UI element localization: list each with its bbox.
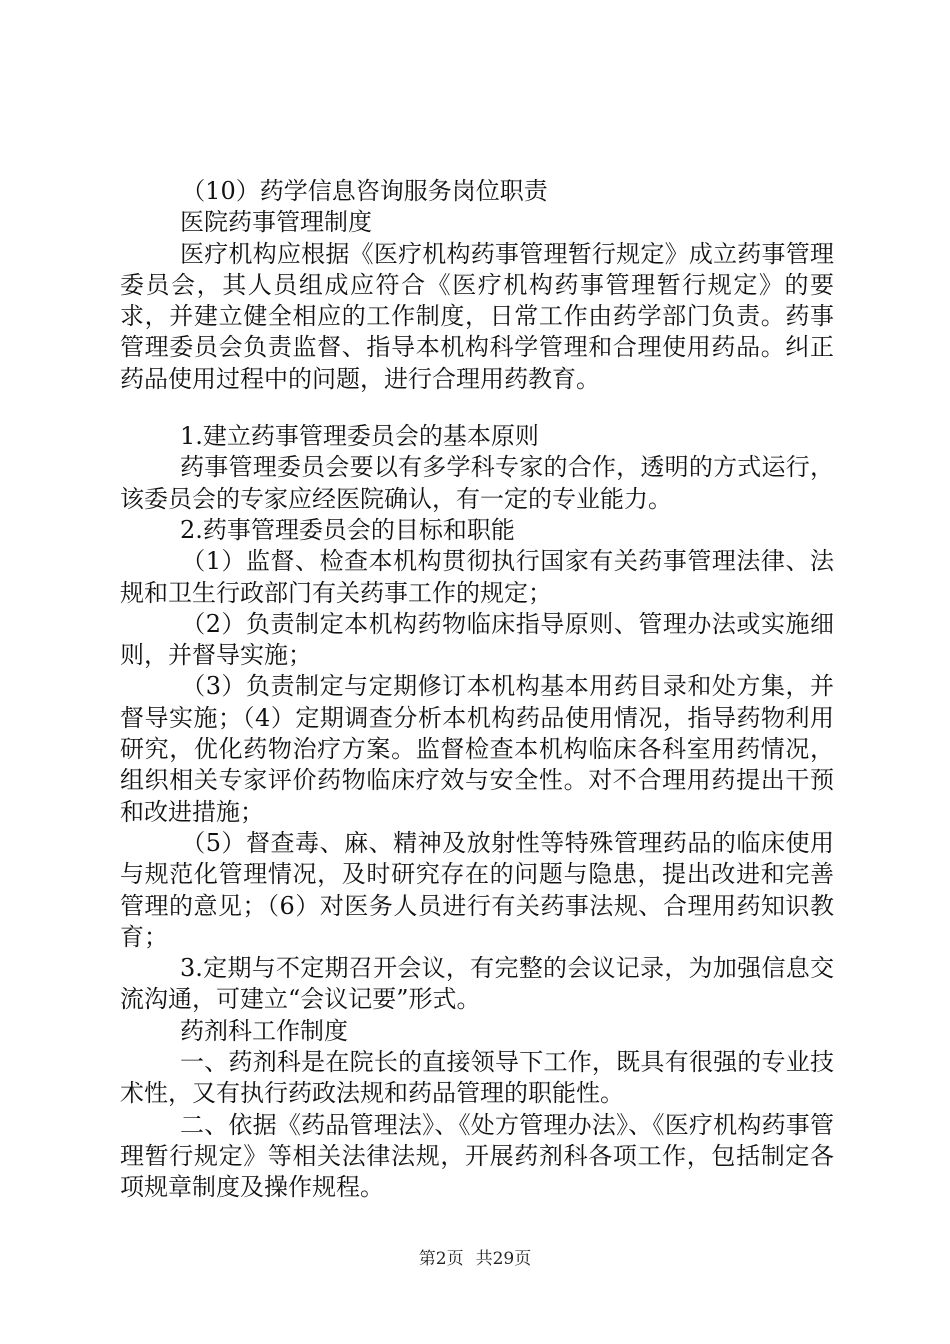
paragraph-heading-1: 1.建立药事管理委员会的基本原则 <box>180 422 539 451</box>
paragraph-heading-2: 2.药事管理委员会的目标和职能 <box>180 515 515 544</box>
paragraph-principle: 药事管理委员会要以有多学科专家的合作，透明的方式运行，该委员会的专家应经医院确认，有一定的专业能力。 <box>120 453 834 513</box>
paragraph-rule-1: 一、药剂科是在院长的直接领导下工作，既具有很强的专业技术性，又有执行药政法规和药品管理的职能性。 <box>120 1048 834 1108</box>
paragraph-heading-10: （10）药学信息咨询服务岗位职责 <box>181 177 548 205</box>
paragraph-item-2: （2）负责制定本机构药物临床指导原则、管理办法或实施细则，并督导实施； <box>120 609 834 670</box>
paragraph-item-5-6: （5）督查毒、麻、精神及放射性等特殊管理药品的临床使用与规范化管理情况，及时研究存在的问题与隐患，提出改进和完善管理的意见；（6）对医务人员进行有关药事法规、合理用药知识教育； <box>120 828 834 951</box>
section-title-hospital-pharmacy-management: 医院药事管理制度 <box>180 208 372 237</box>
section-title-pharmacy-department: 药剂科工作制度 <box>180 1016 348 1045</box>
page-number: 第2页 <box>418 1249 464 1269</box>
page-total: 共29页 <box>475 1249 532 1269</box>
paragraph-item-3-4: （3）负责制定与定期修订本机构基本用药目录和处方集，并督导实施；（4）定期调查分析本机构药品使用情况，指导药物利用研究，优化药物治疗方案。监督检查本机构临床各科室用药情况，组织相关专家评价药物临床疗效与安全性。对不合理用药提出干预和改进措施； <box>120 672 834 826</box>
paragraph-heading-3: 3.定期与不定期召开会议，有完整的会议记录，为加强信息交流沟通，可建立“会议记要”形式。 <box>120 954 834 1014</box>
page-footer <box>0 1244 950 1269</box>
paragraph-rule-2: 二、依据《药品管理法》、《处方管理办法》、《医疗机构药事管理暂行规定》等相关法律法规，开展药剂科各项工作，包括制定各项规章制度及操作规程。 <box>120 1110 834 1202</box>
paragraph-intro: 医疗机构应根据《医疗机构药事管理暂行规定》成立药事管理委员会，其人员组成应符合《医疗机构药事管理暂行规定》的要求，并建立健全相应的工作制度，日常工作由药学部门负责。药事管理委员会负责监督、指导本机构科学管理和合理使用药品。纠正药品使用过程中的问题，进行合理用药教育。 <box>120 239 834 393</box>
document-body <box>120 176 834 1204</box>
paragraph-item-1: （1）监督、检查本机构贯彻执行国家有关药事管理法律、法规和卫生行政部门有关药事工作的规定； <box>120 547 834 607</box>
paragraph-gap <box>120 395 834 421</box>
